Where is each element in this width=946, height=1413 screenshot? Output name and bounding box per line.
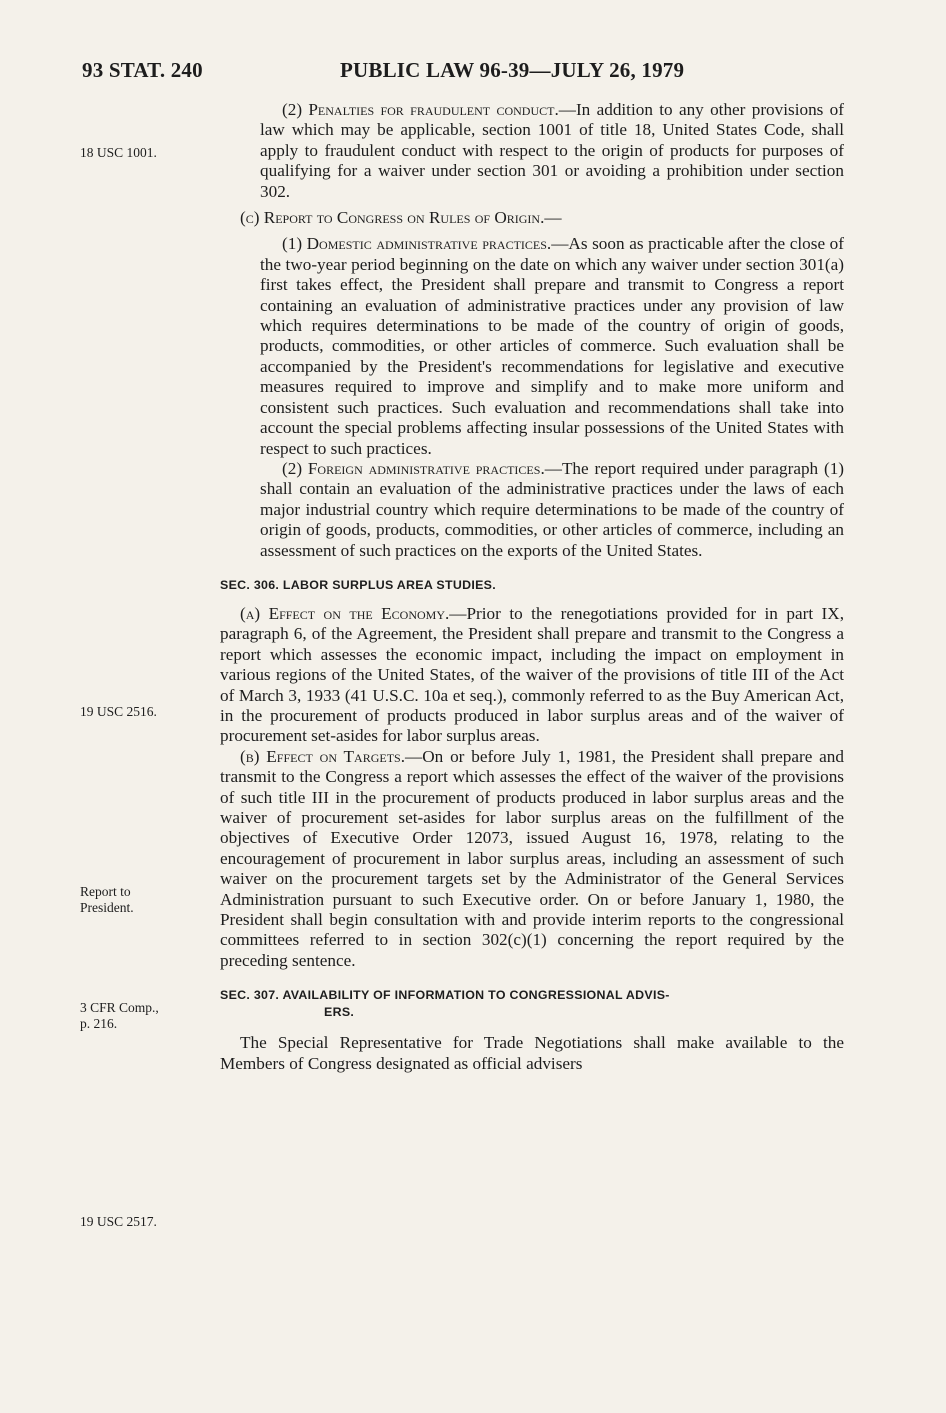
statute-page-reference: 93 STAT. 240 — [82, 58, 203, 82]
margin-note-line: Report to — [80, 884, 131, 899]
public-law-title: PUBLIC LAW 96-39—JULY 26, 1979 — [340, 58, 685, 82]
paragraph-heading: (b) Effect on Targets. — [240, 746, 406, 766]
paragraph-text: — — [544, 208, 562, 228]
paragraph-heading: (c) Report to Congress on Rules of Origin. — [240, 208, 545, 228]
paragraph-text: —On or before July 1, 1981, the President shall prepare and transmit to the Congress a report which assesses the effect of the waiver of the provisions of such title III in the procurement of products produced in labor surplus areas and the waiver of procurement set-asides for labor surplus areas on the fulfillment of the objectives of Executive Order 12073, issued August 16, 1978, relating to the encouragement of procurement in labor surplus areas, including an assessment of such waiver on the procurement targets set by the Administrator of the General Services Administration pursuant to such Executive order. On or before January 1, 1980, the President shall begin consultation with and provide interim reports to the congressional committees referred to in section 302(c)(1) concerning the report required by the preceding sentence. — [220, 746, 844, 970]
section-heading-line: ERS. — [324, 1005, 355, 1020]
margin-note-line: 3 CFR Comp., — [80, 1000, 159, 1015]
paragraph-heading: (a) Effect on the Economy. — [240, 603, 450, 623]
margin-note-18-usc-1001: 18 USC 1001. — [80, 145, 157, 160]
subsection-effect-on-economy — [220, 604, 844, 747]
section-heading-line: SEC. 307. AVAILABILITY OF INFORMATION TO CONGRESSIONAL ADVIS- — [220, 988, 670, 1003]
subsection-effect-on-targets — [220, 747, 844, 971]
section-307-heading — [220, 987, 844, 1021]
paragraph-heading: (1) Domestic administrative practices. — [282, 234, 552, 254]
paragraph-special-representative: The Special Representative for Trade Negotiations shall make available to the Members of Congress designated as official advisers — [220, 1033, 844, 1073]
margin-note-19-usc-2516: 19 USC 2516. — [80, 704, 157, 719]
margin-note-line: President. — [80, 900, 134, 915]
paragraph-text: —In addition to any other provisions of law which may be applicable, section 1001 of title 18, United States Code, shall apply to fraudulent conduct with respect to the origin of products for purposes of qualifying for a waiver under section 301 or avoiding a prohibition under section 302. — [260, 100, 844, 201]
paragraph-text: —As soon as practicable after the close of the two-year period beginning on the date on which any waiver under section 301(a) first takes effect, the President shall prepare and transmit to Congress a report containing an evaluation of administrative practices under any provision of law which requires determinations to be made of the country of origin of goods, products, commodities, or other articles of commerce. Such evaluation shall be accompanied by the President's recommendations for legislative and executive measures required to improve and simplify and to make more uniform and consistent such practices. Such evaluation and recommendations shall take into account the special problems affecting insular possessions of the United States with respect to such practices. — [260, 234, 844, 458]
paragraph-heading: (2) Penalties for fraudulent conduct. — [282, 100, 559, 119]
paragraph-foreign-administrative-practices — [260, 459, 844, 561]
section-306-heading: SEC. 306. LABOR SURPLUS AREA STUDIES. — [220, 577, 496, 592]
margin-note-19-usc-2517: 19 USC 2517. — [80, 1214, 157, 1229]
page-header — [0, 58, 946, 88]
paragraph-text: —Prior to the renegotiations provided for in part IX, paragraph 6, of the Agreement, the President shall prepare and transmit to the Congress a report which assesses the economic impact, including the impact on employment in various regions of the United States, of the waiver of the provisions of title III of the Act of March 3, 1933 (41 U.S.C. 10a et seq.), commonly referred to as the Buy American Act, in the procurement of products produced in labor surplus areas and of the waiver of procurement set-asides for labor surplus areas. — [220, 603, 844, 746]
paragraph-domestic-administrative-practices — [260, 234, 844, 458]
subsection-report-to-congress-rules-of-origin — [220, 208, 844, 228]
paragraph-penalties-fraudulent-conduct — [260, 100, 844, 202]
paragraph-heading: (2) Foreign administrative practices. — [282, 458, 545, 478]
paragraph-text: —The report required under paragraph (1) shall contain an evaluation of the administrative practices under the laws of each major industrial country which require determinations to be made of the country of origin of goods, products, commodities, or other articles of commerce, including an assessment of such practices on the exports of the United States. — [260, 458, 845, 560]
document-body — [0, 100, 946, 1074]
margin-note-line: p. 216. — [80, 1016, 118, 1031]
